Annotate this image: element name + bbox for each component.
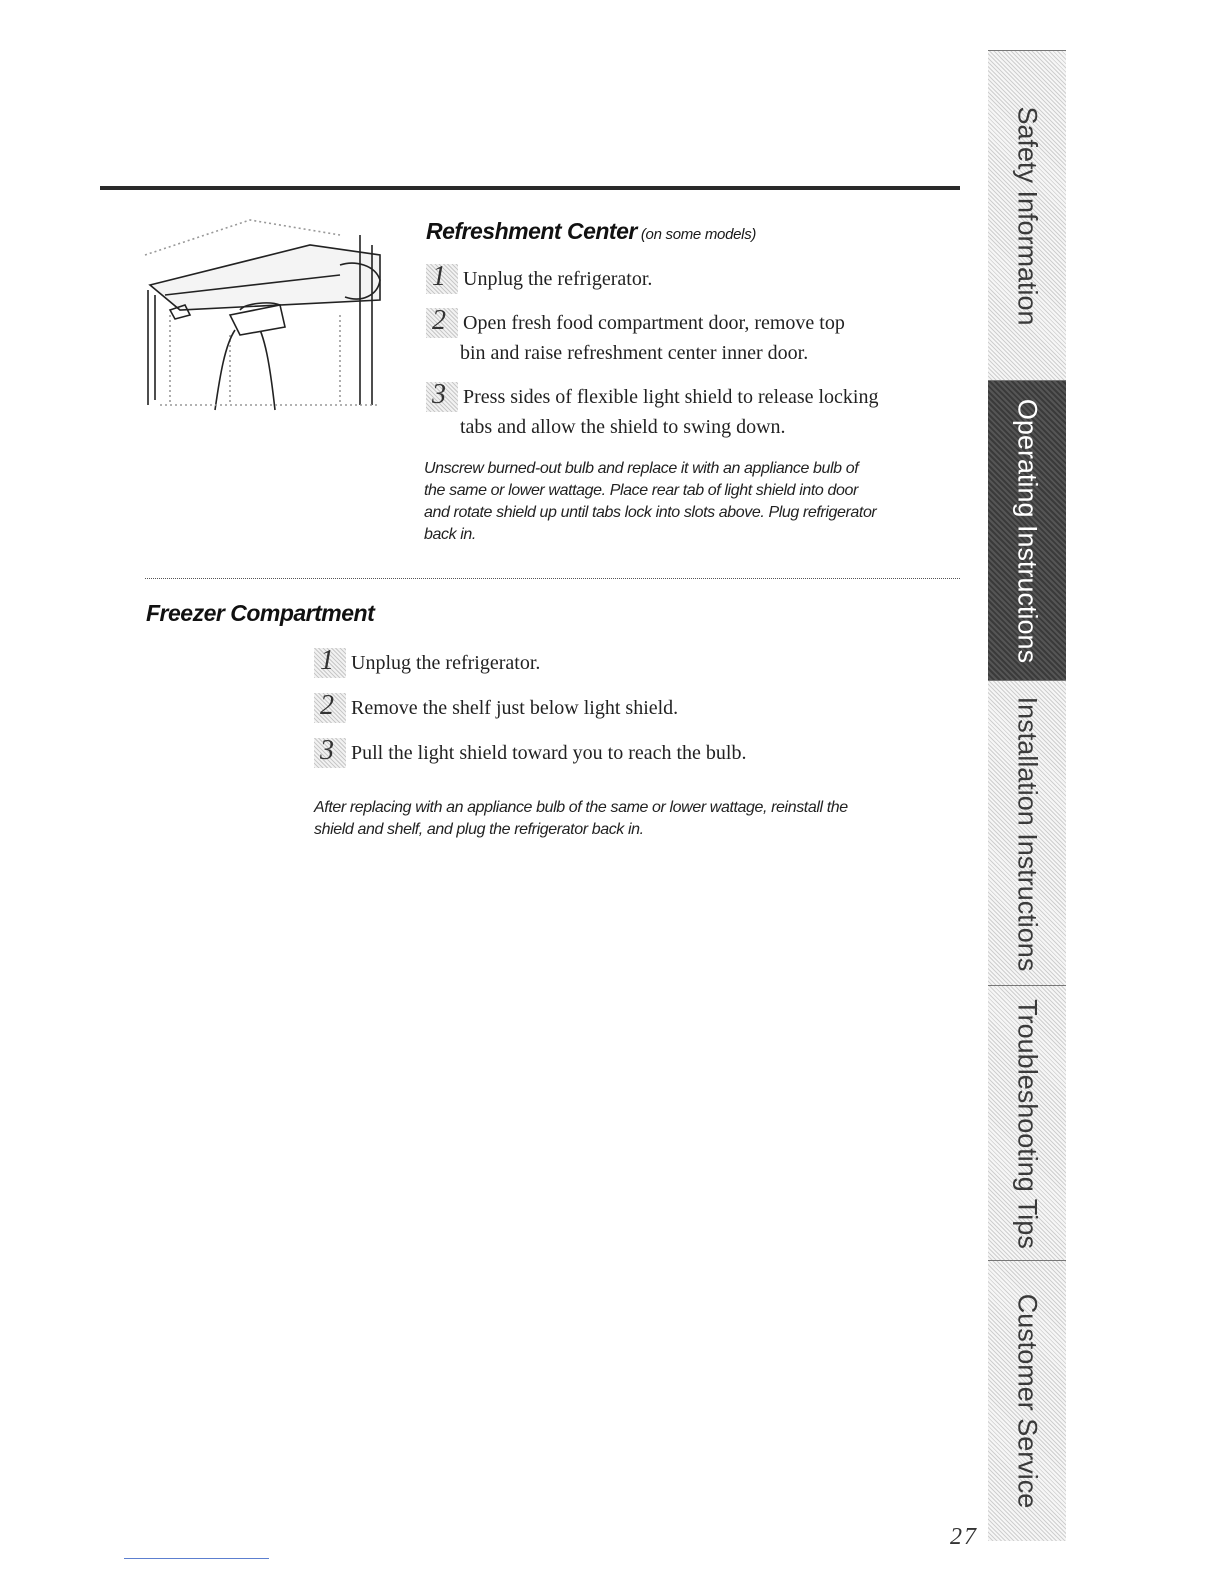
tab-troubleshooting-tips[interactable]: Troubleshooting Tips xyxy=(988,985,1066,1261)
refreshment-note: Unscrew burned-out bulb and replace it with an appliance bulb of the same or lower wattage. Place rear tab of light shield into door and rotate shield up until tabs lock into slots above. Plug refrigerator back in. xyxy=(424,460,877,543)
refresh-step-3-line2: tabs and allow the shield to swing down. xyxy=(460,416,786,438)
freezer-step-3 xyxy=(314,735,747,768)
tab-safety-information[interactable]: Safety Information xyxy=(988,50,1066,381)
refresh-step-3 xyxy=(426,379,879,442)
refreshment-center-subtitle: (on some models) xyxy=(640,226,757,243)
freezer-step-3-text: Pull the light shield toward you to reach the bulb. xyxy=(351,742,747,764)
step-badge: 1 xyxy=(314,648,346,678)
freezer-step-1 xyxy=(314,645,541,678)
freezer-step-2 xyxy=(314,690,679,723)
refresh-step-1-text: Unplug the refrigerator. xyxy=(463,268,653,290)
section-tabs xyxy=(988,50,1066,1540)
freezer-step-2-text: Remove the shelf just below light shield. xyxy=(351,697,679,719)
section-divider xyxy=(145,578,960,579)
refresh-step-1 xyxy=(426,261,653,294)
freezer-compartment-title: Freezer Compartment xyxy=(146,600,375,626)
refreshment-center-title: Refreshment Center xyxy=(426,218,637,244)
refreshment-center-illustration xyxy=(140,215,390,415)
footer-line xyxy=(124,1558,269,1559)
tab-installation-instructions[interactable]: Installation Instructions xyxy=(988,680,1066,986)
refreshment-center-heading xyxy=(426,218,756,245)
page-number: 27 xyxy=(950,1524,978,1550)
top-rule xyxy=(100,186,960,190)
refresh-step-2-line2: bin and raise refreshment center inner door. xyxy=(460,342,809,364)
tab-operating-instructions[interactable]: Operating Instructions xyxy=(988,380,1066,681)
step-badge: 2 xyxy=(426,308,458,338)
freezer-step-1-text: Unplug the refrigerator. xyxy=(351,652,541,674)
refresh-step-2 xyxy=(426,305,845,368)
refresh-step-3-line1: Press sides of flexible light shield to release locking xyxy=(463,386,879,408)
tab-customer-service[interactable]: Customer Service xyxy=(988,1260,1066,1541)
step-badge: 1 xyxy=(426,264,458,294)
refresh-step-2-line1: Open fresh food compartment door, remove top xyxy=(463,312,845,334)
step-badge: 2 xyxy=(314,693,346,723)
step-badge: 3 xyxy=(426,382,458,412)
freezer-note: After replacing with an appliance bulb of the same or lower wattage, reinstall the shield and shelf, and plug the refrigerator back in. xyxy=(314,799,848,838)
step-badge: 3 xyxy=(314,738,346,768)
